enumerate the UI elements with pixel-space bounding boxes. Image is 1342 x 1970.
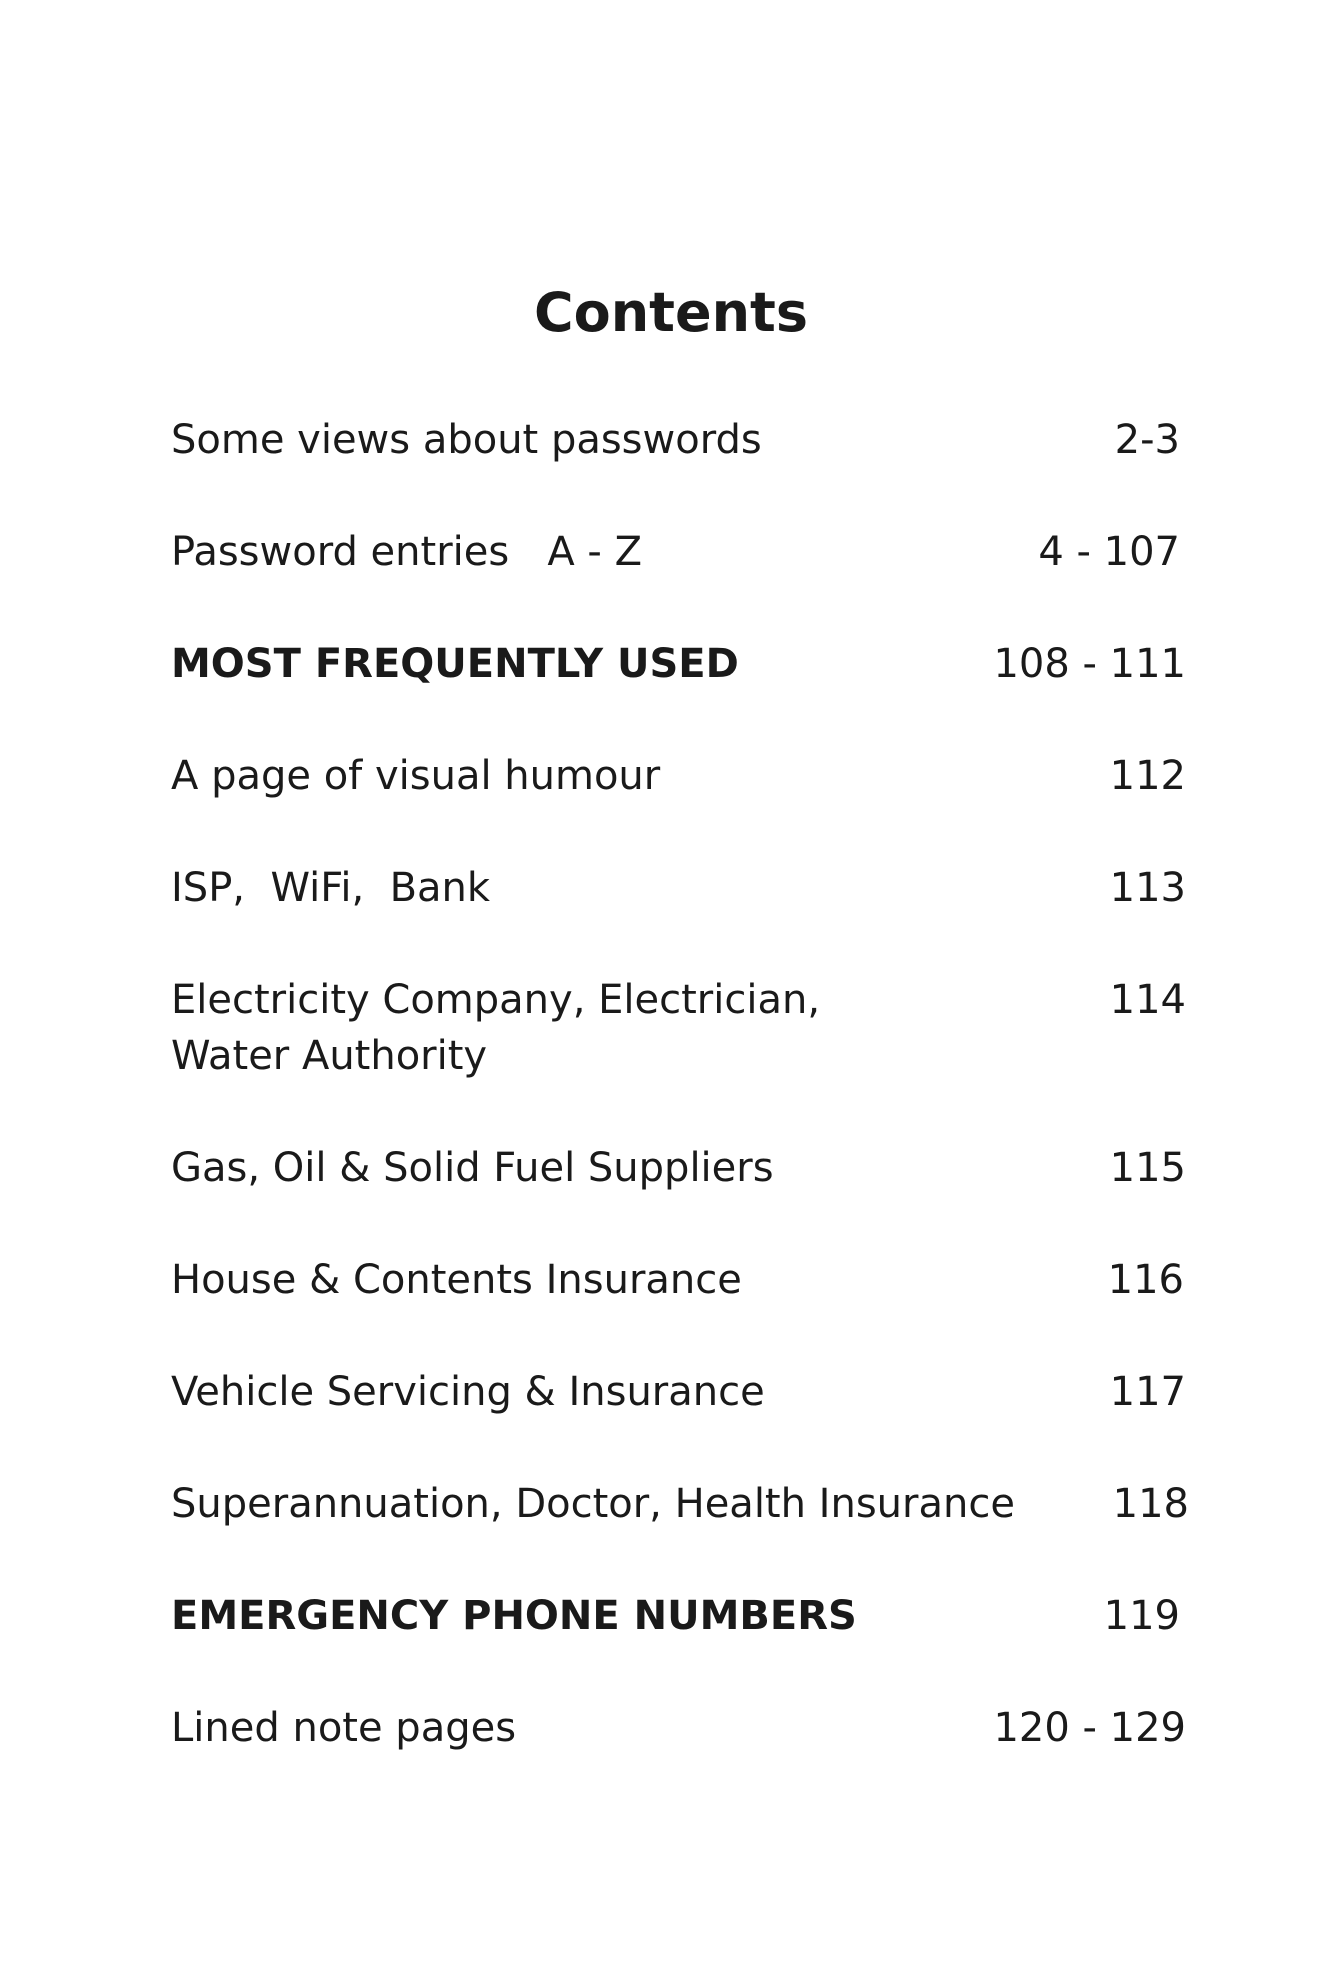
toc-entry [171,1364,1186,1434]
toc-entry [171,748,1186,818]
toc-entry-label: Some views about passwords [171,417,762,463]
toc-entry [171,972,1186,1084]
toc-entry-label: Gas, Oil & Solid Fuel Suppliers [171,1145,774,1191]
toc-entry-pages: 2-3 [1114,417,1180,463]
toc-entry-pages: 116 [1107,1257,1184,1303]
toc-entry [171,1140,1186,1210]
page-title: Contents [533,281,808,344]
toc-entry-pages: 119 [1103,1593,1180,1639]
toc-entry [171,524,1186,594]
toc-entry [171,412,1186,482]
toc-entry-pages: 118 [1112,1481,1189,1527]
toc-entry [171,860,1186,930]
toc-entry-label: Electricity Company, Electrician, Water Authority [171,977,821,1079]
toc-entry-pages: 120 - 129 [993,1705,1186,1751]
toc-entry-pages: 112 [1109,753,1186,799]
toc-entry-pages: 4 - 107 [1038,529,1180,575]
table-of-contents [171,0,1189,1970]
toc-entry-label: ISP, WiFi, Bank [171,865,491,911]
toc-entry-label: MOST FREQUENTLY USED [171,641,739,687]
toc-entry [171,1588,1186,1658]
toc-entry [171,1476,1189,1546]
toc-entry [171,636,1186,706]
toc-entry-label: Password entries A - Z [171,529,642,575]
toc-entry [171,1252,1186,1322]
toc-entry-pages: 113 [1109,865,1186,911]
toc-entry-label: EMERGENCY PHONE NUMBERS [171,1593,857,1639]
toc-entry-pages: 117 [1109,1369,1186,1415]
toc-entry-label: House & Contents Insurance [171,1257,742,1303]
toc-entry [171,1700,1186,1770]
toc-entry-pages: 108 - 111 [993,641,1186,687]
toc-entry-label: A page of visual humour [171,753,661,799]
toc-entry-pages: 115 [1109,1145,1186,1191]
toc-entry-label: Vehicle Servicing & Insurance [171,1369,765,1415]
toc-entry-label: Superannuation, Doctor, Health Insurance [171,1481,1015,1527]
toc-entry-pages: 114 [1109,977,1186,1023]
toc-entry-label: Lined note pages [171,1705,517,1751]
